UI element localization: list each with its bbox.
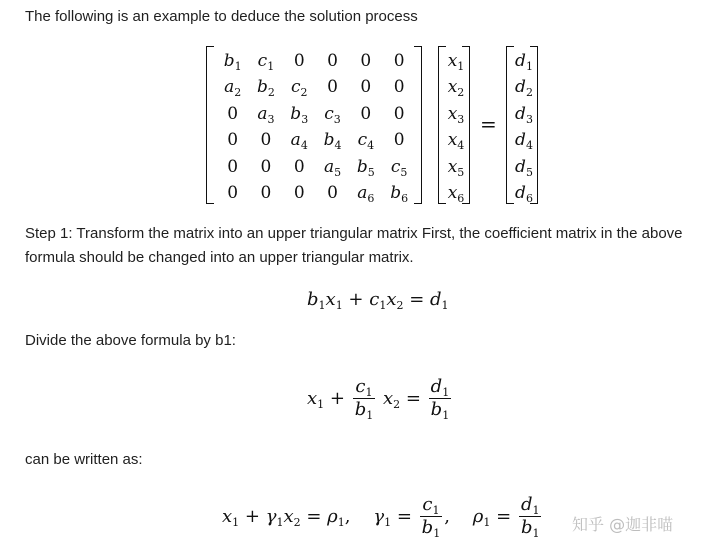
matrix-cell: 0	[393, 77, 405, 98]
matrix-bracket-left	[206, 46, 214, 204]
intro-text: The following is an example to deduce the solution process	[25, 8, 418, 25]
matrix-cell: 0	[260, 156, 272, 177]
zhihu-watermark: 知乎 @迦非喵	[572, 515, 674, 534]
matrix-cell: 0	[227, 156, 239, 177]
matrix-cell: 0	[260, 130, 272, 151]
x-vector-cell: $x_3$	[447, 103, 465, 126]
x-vector-cell: $x_2$	[447, 77, 465, 100]
d-vector-cell: $d_4$	[515, 130, 533, 153]
matrix-bracket-right	[414, 46, 422, 204]
step1-text: Step 1: Transform the matrix into an upper triangular matrix First, the coefficient matrix in the above formula should be changed into an upper triangular matrix.	[25, 225, 683, 266]
matrix-cell: $c_2$	[290, 77, 308, 100]
divide-text: Divide the above formula by b1:	[25, 332, 236, 349]
d-vector-cell: $d_2$	[515, 77, 533, 100]
matrix-cell: $a_3$	[257, 103, 275, 126]
matrix-cell: $b_2$	[257, 77, 275, 100]
d-vector-cell: $d_1$	[515, 51, 533, 73]
gamma-rho-definition: $x_1 + \gamma_1x_2 = \rho_1$, $\gamma_1$ = $\frac{c_1}{b_1}$ , $\rho_1$ = $\frac{d_1}{b_1}$	[222, 494, 540, 540]
matrix-cell: 0	[360, 103, 372, 124]
matrix-cell: $c_3$	[324, 103, 341, 126]
written-as-text: can be written as:	[25, 451, 143, 468]
matrix-cell: $a_6$	[357, 182, 375, 205]
matrix-cell: 0	[260, 182, 272, 203]
x-vector-cell: $x_1$	[447, 51, 465, 73]
normalized-equation: $x_1$ + $\frac{c_1}{b_1}$ $x_2$ = $\frac{d_1}{b_1}$	[307, 376, 450, 422]
matrix-cell: 0	[227, 130, 239, 151]
matrix-cell: $a_4$	[290, 130, 308, 153]
matrix-cell: $c_4$	[357, 130, 375, 153]
d-vector-cell: $d_5$	[515, 156, 533, 179]
matrix-cell: 0	[393, 130, 405, 151]
matrix-cell: 0	[360, 51, 372, 71]
matrix-cell: $c_1$	[257, 51, 275, 73]
matrix-cell: $b_4$	[323, 130, 342, 153]
matrix-cell: 0	[327, 51, 338, 71]
matrix-cell: $a_2$	[224, 77, 242, 100]
matrix-cell: 0	[327, 182, 338, 203]
x-vector-cell: $x_5$	[447, 156, 465, 179]
x-vector-cell: $x_6$	[447, 182, 465, 205]
matrix-cell: 0	[293, 156, 305, 177]
matrix-cell: $c_5$	[390, 156, 408, 179]
matrix-cell: 0	[327, 77, 338, 98]
matrix-cell: $b_3$	[290, 103, 309, 126]
d-vector-cell: $d_6$	[515, 182, 533, 205]
matrix-cell: 0	[227, 182, 239, 203]
matrix-cell: $b_6$	[390, 182, 409, 205]
matrix-cell: 0	[227, 103, 239, 124]
matrix-cell: $a_5$	[323, 156, 342, 179]
x-vector-cell: $x_4$	[447, 130, 465, 153]
coefficient-matrix	[216, 48, 416, 206]
matrix-cell: 0	[293, 51, 305, 71]
matrix-cell: $b_5$	[356, 156, 375, 179]
matrix-cell: 0	[393, 51, 405, 71]
matrix-cell: $b_1$	[223, 51, 242, 73]
matrix-cell: 0	[293, 182, 305, 203]
first-row-equation: $b_1x_1 + c_1x_2 = d_1$	[307, 289, 449, 312]
d-vector-cell: $d_3$	[515, 103, 533, 126]
matrix-cell: 0	[393, 103, 405, 124]
vector-d-bracket-right	[530, 46, 538, 204]
equals-sign: =	[480, 112, 497, 136]
matrix-cell: 0	[360, 77, 372, 98]
vector-x-bracket-right	[462, 46, 470, 204]
